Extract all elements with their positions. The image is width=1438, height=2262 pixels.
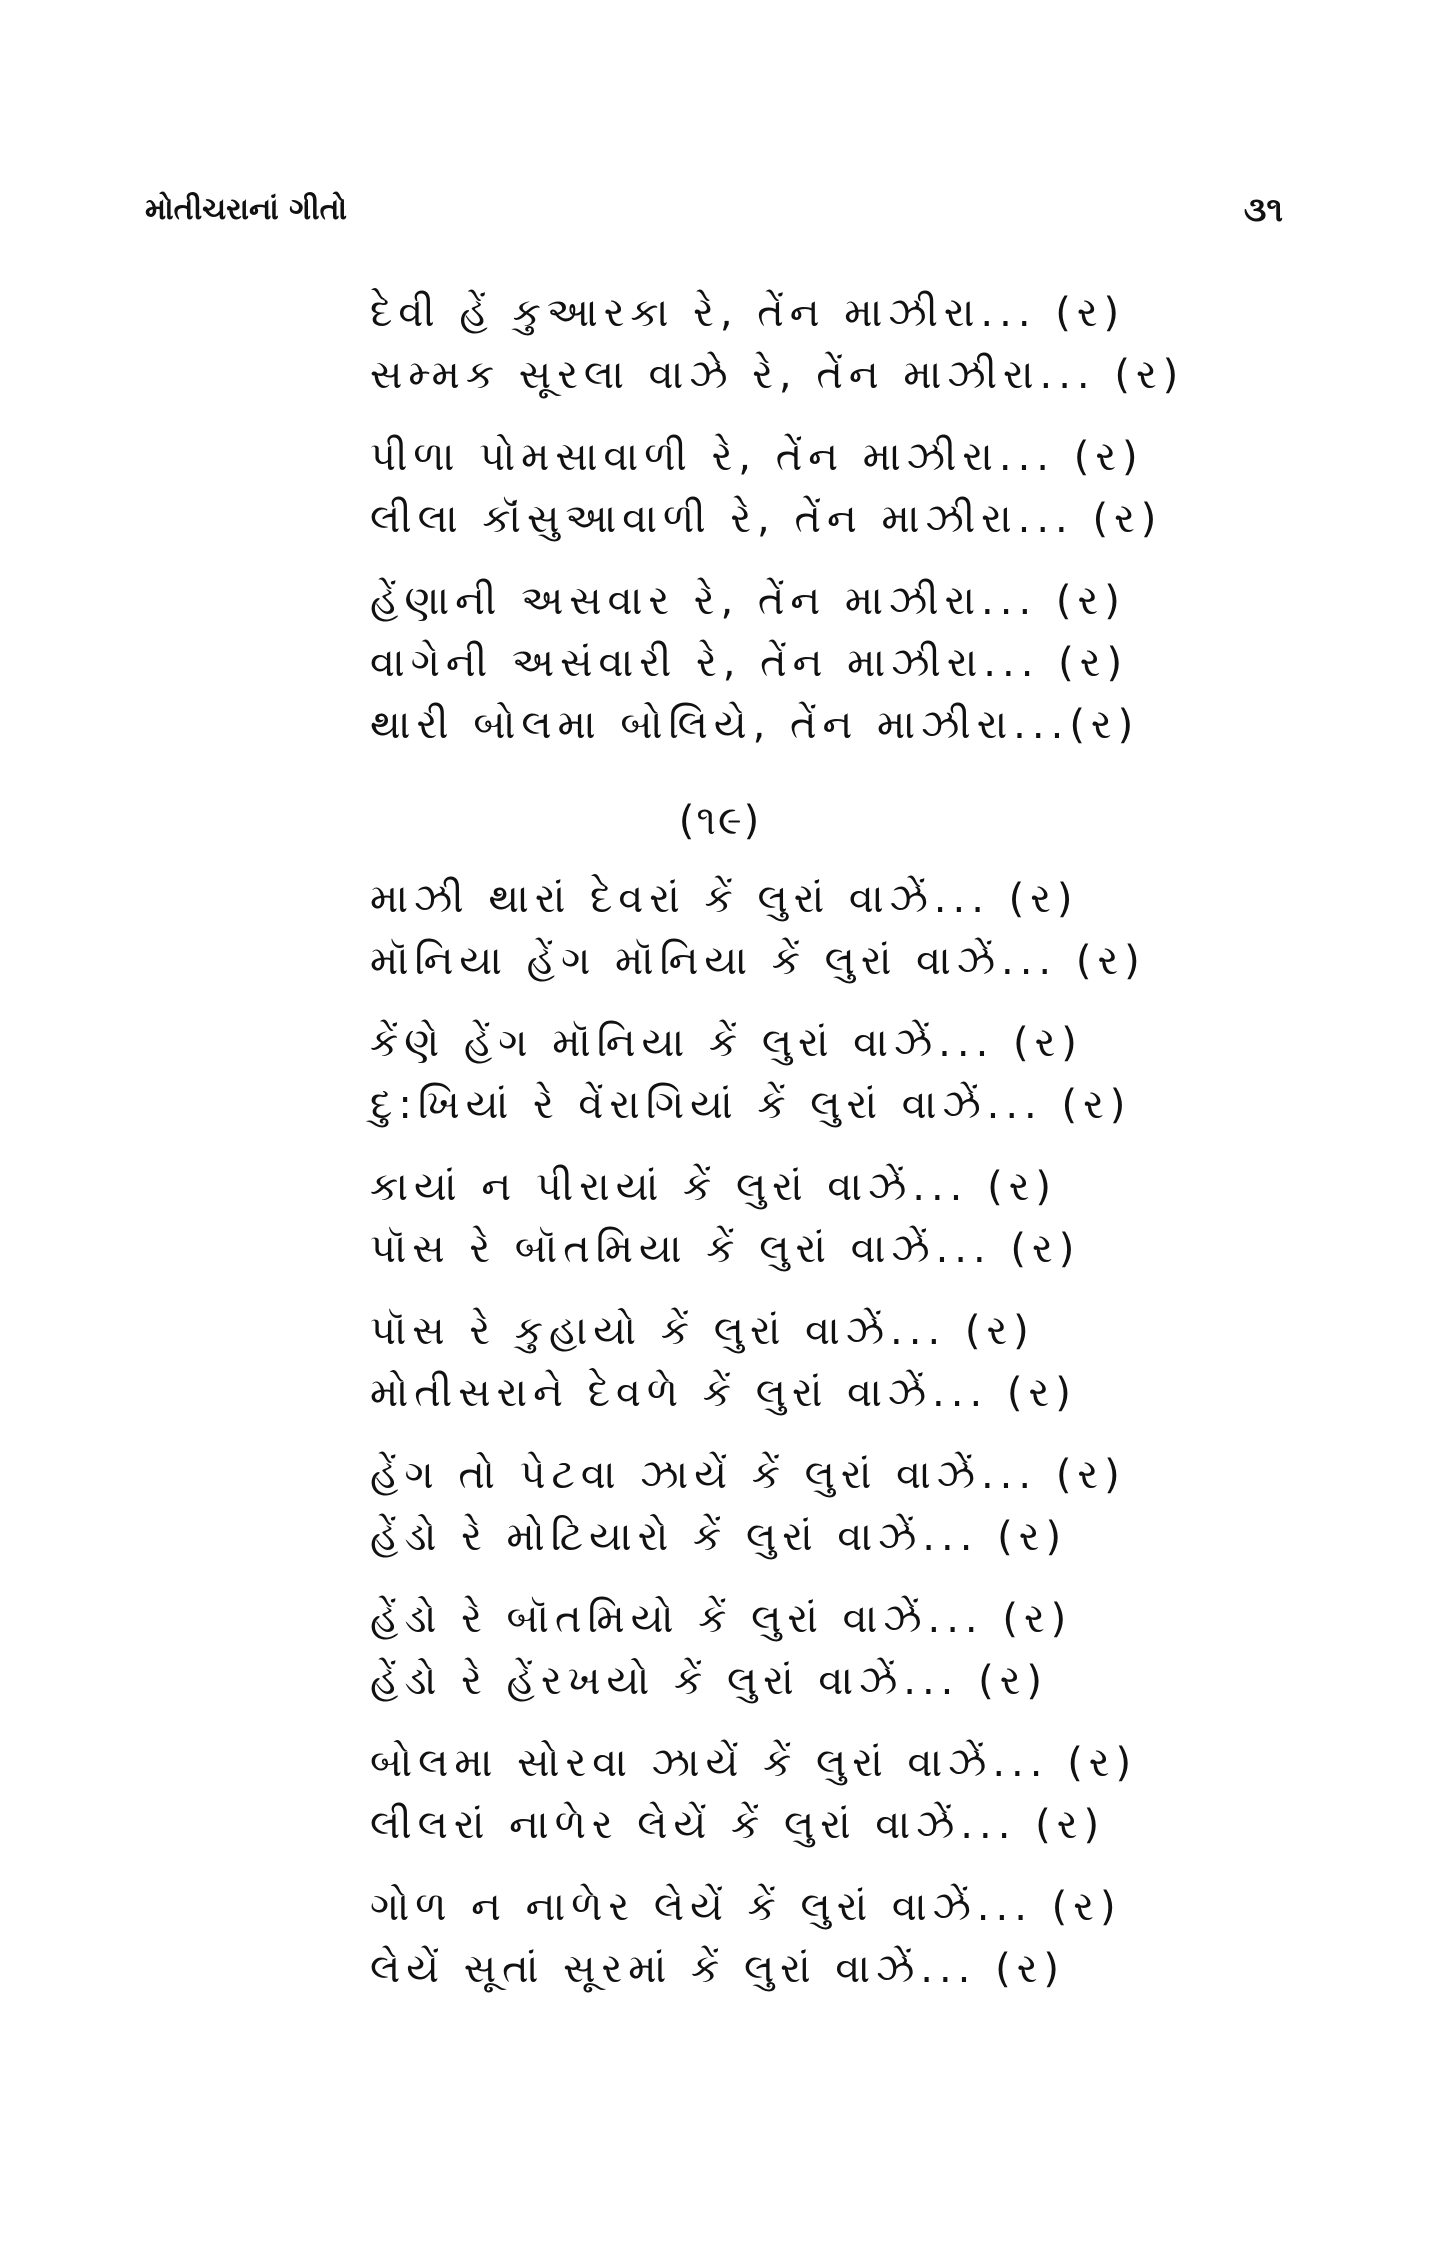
verse-line: હેંડો રે બૉતમિયો કેં લુરાં વાઝેં... (ર) xyxy=(370,1596,1073,1642)
stanza xyxy=(370,1444,1126,1568)
stanza xyxy=(370,1588,1090,1712)
verse-line: હેંણાની અસવાર રે, તેંન માઝીરા... (ર) xyxy=(370,578,1126,624)
running-title: મોતીચરાનાં ગીતો xyxy=(145,192,348,227)
verse-line: હેંડો રે મોટિયારો કેં લુરાં વાઝેં... (ર) xyxy=(370,1514,1068,1560)
verse-line: લેયેં સૂતાં સૂરમાં કેં લુરાં વાઝેં... (ર) xyxy=(370,1946,1066,1992)
stanza xyxy=(370,1300,1090,1424)
verse-line: કેંણે હેંગ મૉનિયા કેં લુરાં વાઝેં... (ર) xyxy=(370,1020,1083,1066)
poem-body xyxy=(370,282,1185,2020)
verse-line: કાયાં ન પીરાયાં કેં લુરાં વાઝેં... (ર) xyxy=(370,1164,1058,1210)
verse-line: પૉસ રે કુહાયો કેં લુરાં વાઝેં... (ર) xyxy=(370,1308,1035,1354)
page-number: ૩૧ xyxy=(1243,190,1283,230)
verse-line: મોતીસરાને દેવળે કેં લુરાં વાઝેં... (ર) xyxy=(370,1370,1077,1416)
stanza xyxy=(370,868,1146,992)
verse-line: ગોળ ન નાળેર લેયેં કેં લુરાં વાઝેં... (ર) xyxy=(370,1884,1122,1930)
verse-line: બોલમા સોરવા ઝાયેં કેં લુરાં વાઝેં... (ર) xyxy=(370,1740,1138,1786)
verse-line: સમ્મક સૂરલા વાઝે રે, તેંન માઝીરા... (ર) xyxy=(370,352,1185,398)
stanza xyxy=(370,426,1163,550)
verse-line: પીળા પોમસાવાળી રે, તેંન માઝીરા... (ર) xyxy=(370,434,1144,480)
verse-line: હેંગ તો પેટવા ઝાયેં કેં લુરાં વાઝેં... (ર) xyxy=(370,1452,1126,1498)
verse-line: દુ:ખિયાં રે વેંરાગિયાં કેં લુરાં વાઝેં... (ર) xyxy=(370,1082,1132,1128)
verse-line: મૉનિયા હેંગ મૉનિયા કેં લુરાં વાઝેં... (ર) xyxy=(370,938,1146,984)
verse-line: માઝી થારાં દેવરાં કેં લુરાં વાઝેં... (ર) xyxy=(370,876,1079,922)
verse-line: હેંડો રે હેંરખયો કેં લુરાં વાઝેં... (ર) xyxy=(370,1658,1049,1704)
verse-line: લીલરાં નાળેર લેયેં કેં લુરાં વાઝેં... (ર) xyxy=(370,1802,1106,1848)
verse-line: થારી બોલમા બોલિયે, તેંન માઝીરા...(ર) xyxy=(370,702,1140,748)
stanza xyxy=(370,1876,1122,2000)
verse-line: પૉસ રે બૉતમિયા કેં લુરાં વાઝેં... (ર) xyxy=(370,1226,1081,1272)
verse-line: લીલા કૉંસુઆવાળી રે, તેંન માઝીરા... (ર) xyxy=(370,496,1163,542)
page-header xyxy=(0,180,1438,240)
stanza xyxy=(370,282,1185,406)
verse-line: દેવી હેં કુઆરકા રે, તેંન માઝીરા... (ર) xyxy=(370,290,1126,336)
stanza xyxy=(370,1732,1138,1856)
verse-line: વાગેની અસંવારી રે, તેંન માઝીરા... (ર) xyxy=(370,640,1129,686)
stanza xyxy=(370,1012,1132,1136)
stanza xyxy=(370,1156,1090,1280)
song-number: (૧૯) xyxy=(678,798,762,844)
stanza xyxy=(370,570,1140,756)
